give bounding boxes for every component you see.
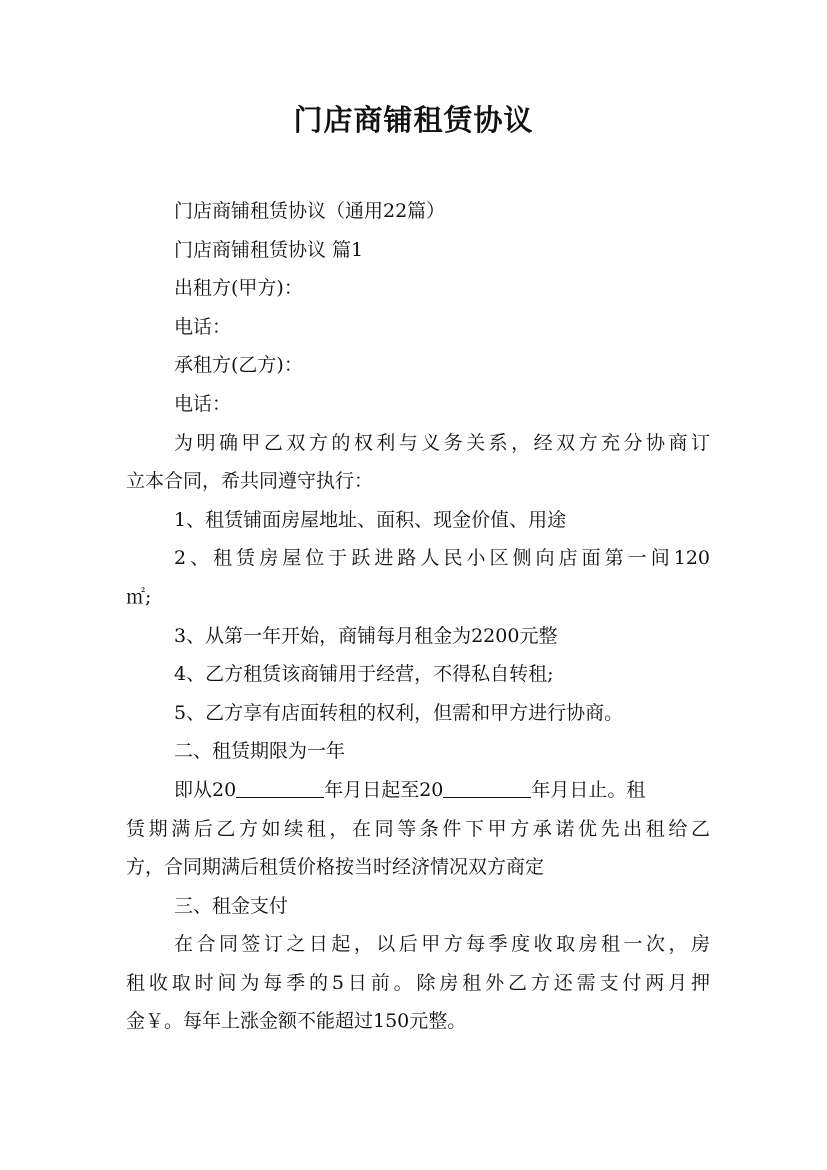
clause-line: ㎡; — [126, 585, 152, 608]
clause-line: 2、租赁房屋位于跃进路人民小区侧向店面第一间120 — [174, 547, 710, 570]
section-heading: 门店商铺租赁协议 篇1 — [174, 238, 364, 261]
date-blank — [236, 777, 324, 798]
lessor-label: 出租方(甲方)： — [174, 277, 303, 300]
paragraph-line: 金￥。每年上涨金额不能超过150元整。 — [126, 1010, 467, 1033]
lessee-label: 承租方(乙方)： — [174, 354, 303, 377]
paragraph-line: 方，合同期满后租赁价格按当时经济情况双方商定 — [126, 856, 545, 879]
clause-line: 1、租赁铺面房屋地址、面积、现金价值、用途 — [174, 508, 567, 531]
clause-line: 4、乙方租赁该商铺用于经营，不得私自转租; — [174, 663, 554, 686]
paragraph-line: 立本合同，希共同遵守执行： — [126, 470, 374, 493]
subtitle-line: 门店商铺租赁协议（通用22篇） — [174, 200, 446, 222]
paragraph-line: 租收取时间为每季的5日前。除房租外乙方还需支付两月押 — [126, 971, 710, 994]
lease-term-text: 年月日起至20 — [324, 778, 444, 801]
date-blank — [443, 777, 531, 798]
document-title: 门店商铺租赁协议 — [293, 103, 534, 137]
lease-term-line — [126, 771, 710, 810]
section-heading: 三、租金支付 — [174, 894, 289, 917]
lessee-phone-label: 电话： — [174, 392, 232, 415]
section-heading: 二、租赁期限为一年 — [174, 740, 346, 763]
paragraph-line: 为明确甲乙双方的权利与义务关系，经双方充分协商订 — [174, 431, 710, 454]
clause-line: 5、乙方享有店面转租的权利，但需和甲方进行协商。 — [174, 701, 624, 724]
lessor-phone-label: 电话： — [174, 315, 232, 338]
paragraph-line: 赁期满后乙方如续租，在同等条件下甲方承诺优先出租给乙 — [126, 817, 710, 840]
clause-line: 3、从第一年开始，商铺每月租金为2200元整 — [174, 624, 558, 647]
lease-term-text: 年月日止。租 — [531, 778, 646, 801]
lease-term-text: 即从20 — [174, 778, 237, 801]
paragraph-line: 在合同签订之日起，以后甲方每季度收取房租一次，房 — [174, 933, 710, 956]
document-body — [126, 192, 710, 1041]
